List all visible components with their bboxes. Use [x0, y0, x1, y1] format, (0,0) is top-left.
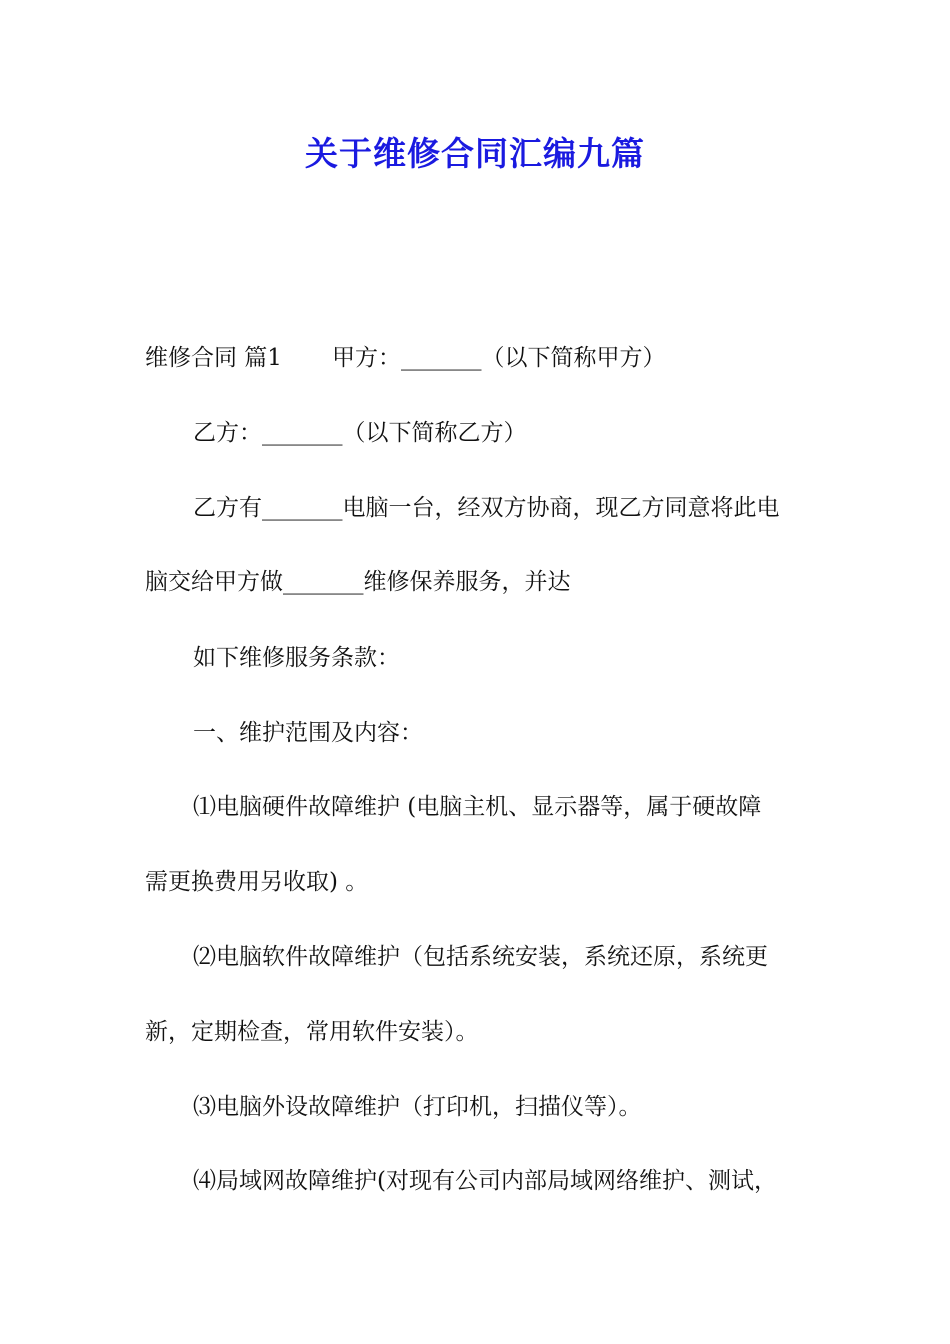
section-heading: 维修合同 篇1 [145, 345, 282, 371]
paragraph-line [145, 340, 815, 377]
paragraph-line: 新，定期检查，常用软件安装）。 [145, 1019, 479, 1045]
paragraph-line: ⑷局域网故障维护(对现有公司内部局域网络维护、测试， [193, 1168, 777, 1194]
paragraph-line: ⑵电脑软件故障维护（包括系统安装，系统还原，系统更 [193, 944, 768, 970]
paragraph-line: 脑交给甲方做_______维修保养服务，并达 [145, 569, 571, 595]
paragraph-line: 一、维护范围及内容： [193, 720, 423, 746]
paragraph-line: 乙方有_______电脑一台，经双方协商，现乙方同意将此电 [193, 495, 780, 521]
paragraph-line: ⑴电脑硬件故障维护 (电脑主机、显示器等，属于硬故障 [193, 794, 762, 820]
paragraph-line: 如下维修服务条款： [193, 645, 400, 671]
paragraph-line: 乙方：_______（以下简称乙方） [193, 420, 527, 446]
document-title: 关于维修合同汇编九篇 [305, 134, 645, 173]
paragraph-line: ⑶电脑外设故障维护（打印机，扫描仪等）。 [193, 1094, 642, 1120]
paragraph-line: 需更换费用另收取) 。 [145, 869, 369, 895]
party-a-line: 甲方：_______（以下简称甲方） [331, 345, 666, 371]
